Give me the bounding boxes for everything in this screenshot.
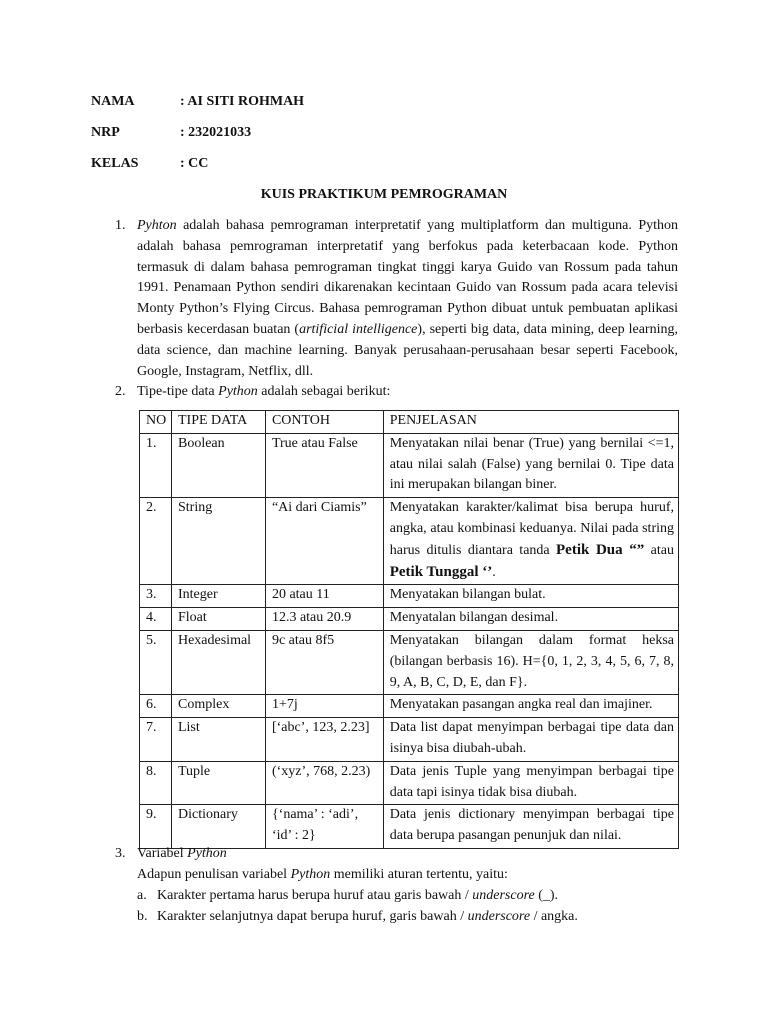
row-type: Float (171, 608, 265, 631)
row-no: 6. (140, 695, 172, 718)
table-header-no: NO (140, 411, 172, 434)
kelas-value: : CC (180, 156, 209, 171)
row-desc: Data jenis Tuple yang menyimpan berbagai tipe data tapi isinya tidak bisa diubah. (383, 761, 678, 805)
table-header-contoh: CONTOH (265, 411, 383, 434)
row-no: 9. (140, 805, 172, 849)
page-title: KUIS PRAKTIKUM PEMROGRAMAN (260, 187, 508, 202)
item-1-number: 1. (115, 218, 126, 233)
item-3-number: 3. (115, 846, 126, 861)
item-2 (115, 382, 678, 403)
row-desc-d: . (492, 564, 496, 580)
item-2-text (137, 382, 678, 403)
sub-b-letter: b. (137, 909, 148, 924)
item-3-intro (137, 865, 678, 886)
sub-a-end: (_). (534, 888, 559, 903)
row-desc: Data list dapat menyimpan berbagai tipe data dan isinya bisa diubah-ubah. (383, 718, 678, 762)
row-example: “Ai dari Ciamis” (265, 498, 383, 585)
row-type: Complex (171, 695, 265, 718)
sub-b-italic: underscore (467, 909, 531, 924)
data-types-table (139, 410, 679, 849)
row-no: 5. (140, 630, 172, 694)
table-header-tipe-data: TIPE DATA (171, 411, 265, 434)
table-row (140, 718, 679, 762)
row-no: 8. (140, 761, 172, 805)
item-1-text-b: ), seperti big data, data mining, deep learning, data science, dan machine learning. Banyak perusahaan-perusahaan besar seperti Facebook, Google, Instagram, Netflix, dll. (137, 321, 678, 379)
table-row (140, 498, 679, 585)
row-type: Tuple (171, 761, 265, 805)
row-example: [‘abc’, 123, 2.23] (265, 718, 383, 762)
table-row (140, 630, 679, 694)
row-desc: Menyatakan bilangan bulat. (383, 585, 678, 608)
item-3-heading-italic: Python (187, 846, 227, 861)
item-3-intro-b: memiliki aturan tertentu, yaitu: (330, 866, 508, 882)
item-2-italic: Python (218, 384, 258, 399)
sub-a-letter: a. (137, 888, 147, 903)
nama-label: NAMA (91, 94, 135, 109)
item-2-text-a: Tipe-tipe data (137, 384, 219, 399)
item-1 (115, 216, 678, 382)
item-1-italic-pyhton: Pyhton (137, 218, 177, 233)
sub-a-italic: underscore (472, 888, 535, 903)
nama-value: : AI SITI ROHMAH (180, 94, 305, 109)
row-desc: Menyatakan bilangan dalam format heksa (bilangan berbasis 16). H={0, 1, 2, 3, 4, 5, 6, 7, 8, 9, A, B, C, D, E, dan F}. (383, 630, 678, 694)
row-no: 3. (140, 585, 172, 608)
table-row (140, 585, 679, 608)
sub-a-text-a: Karakter pertama harus berupa huruf atau garis bawah / (157, 888, 473, 903)
item-1-text-a: adalah bahasa pemrograman interpretatif yang multiplatform dan multiguna. Python adalah bahasa pemrograman interpretatif yang berfokus pada keterbacaan kode. Python termasuk di dalam bahasa pemrograman tingkat tinggi karya Guido van Rossum pada tahun 1991. Penamaan Python sendiri dikarenakan kecintaan Guido van Rossum pada acara televisi Monty Python’s Flying Circus. Bahasa pemrograman Python dibuat untuk pembuatan aplikasi berbasis kecerdasan buatan ( (137, 218, 678, 337)
sub-a-text (157, 886, 682, 907)
row-no: 7. (140, 718, 172, 762)
item-3-text (137, 844, 678, 886)
row-desc-c: atau (644, 542, 675, 558)
row-type: List (171, 718, 265, 762)
row-desc: Menyatakan nilai benar (True) yang bernilai <=1, atau nilai salah (False) yang bernilai 0. Tipe data ini merupakan bilangan biner. (383, 433, 678, 497)
item-3 (115, 844, 678, 886)
item-3-sub-a (137, 886, 682, 907)
table-row (140, 433, 679, 497)
table-row (140, 805, 679, 849)
kelas-label: KELAS (91, 156, 139, 171)
table-row (140, 761, 679, 805)
row-type: String (171, 498, 265, 585)
item-3-sub-b (137, 907, 682, 928)
row-no: 2. (140, 498, 172, 585)
row-desc: Menyatalan bilangan desimal. (383, 608, 678, 631)
table-header-penjelasan: PENJELASAN (383, 411, 678, 434)
table-row (140, 695, 679, 718)
row-type: Integer (171, 585, 265, 608)
row-example: {‘nama’ : ‘adi’, ‘id’ : 2} (265, 805, 383, 849)
row-desc-petik-tunggal: Petik Tunggal ‘’ (389, 563, 493, 580)
row-type: Boolean (171, 433, 265, 497)
item-2-number: 2. (115, 384, 126, 399)
nrp-label: NRP (91, 125, 120, 140)
row-desc (383, 498, 678, 585)
sub-b-text-a: Karakter selanjutnya dapat berupa huruf, garis bawah / (157, 909, 468, 924)
item-1-italic-ai: artificial intelligence (299, 321, 418, 337)
sub-b-text (157, 907, 682, 928)
row-no: 1. (140, 433, 172, 497)
item-2-text-b: adalah sebagai berikut: (257, 384, 391, 399)
row-desc: Data jenis dictionary menyimpan berbagai tipe data berupa pasangan penunjuk dan nilai. (383, 805, 678, 849)
row-desc-petik-dua: Petik Dua “” (556, 541, 645, 558)
item-3-heading-a: Variabel (137, 846, 188, 861)
item-3-heading (137, 844, 678, 865)
row-example: (‘xyz’, 768, 2.23) (265, 761, 383, 805)
item-1-paragraph (137, 216, 678, 382)
item-3-intro-italic: Python (290, 866, 331, 882)
row-example: 12.3 atau 20.9 (265, 608, 383, 631)
sub-b-end: / angka. (530, 909, 578, 924)
row-no: 4. (140, 608, 172, 631)
row-example: 20 atau 11 (265, 585, 383, 608)
item-3-intro-a: Adapun penulisan variabel (137, 866, 291, 882)
row-example: 9c atau 8f5 (265, 630, 383, 694)
row-desc: Menyatakan pasangan angka real dan imajiner. (383, 695, 678, 718)
row-example: True atau False (265, 433, 383, 497)
row-example: 1+7j (265, 695, 383, 718)
nrp-value: : 232021033 (180, 125, 252, 140)
table-header-row (140, 411, 679, 434)
row-desc-a: Menyatakan karakter/kalimat bisa berupa huruf, angka, atau kombinasi keduanya. Nilai pada string harus ditulis diantara tanda (389, 500, 674, 558)
table-row (140, 608, 679, 631)
row-type: Hexadesimal (171, 630, 265, 694)
row-type: Dictionary (171, 805, 265, 849)
